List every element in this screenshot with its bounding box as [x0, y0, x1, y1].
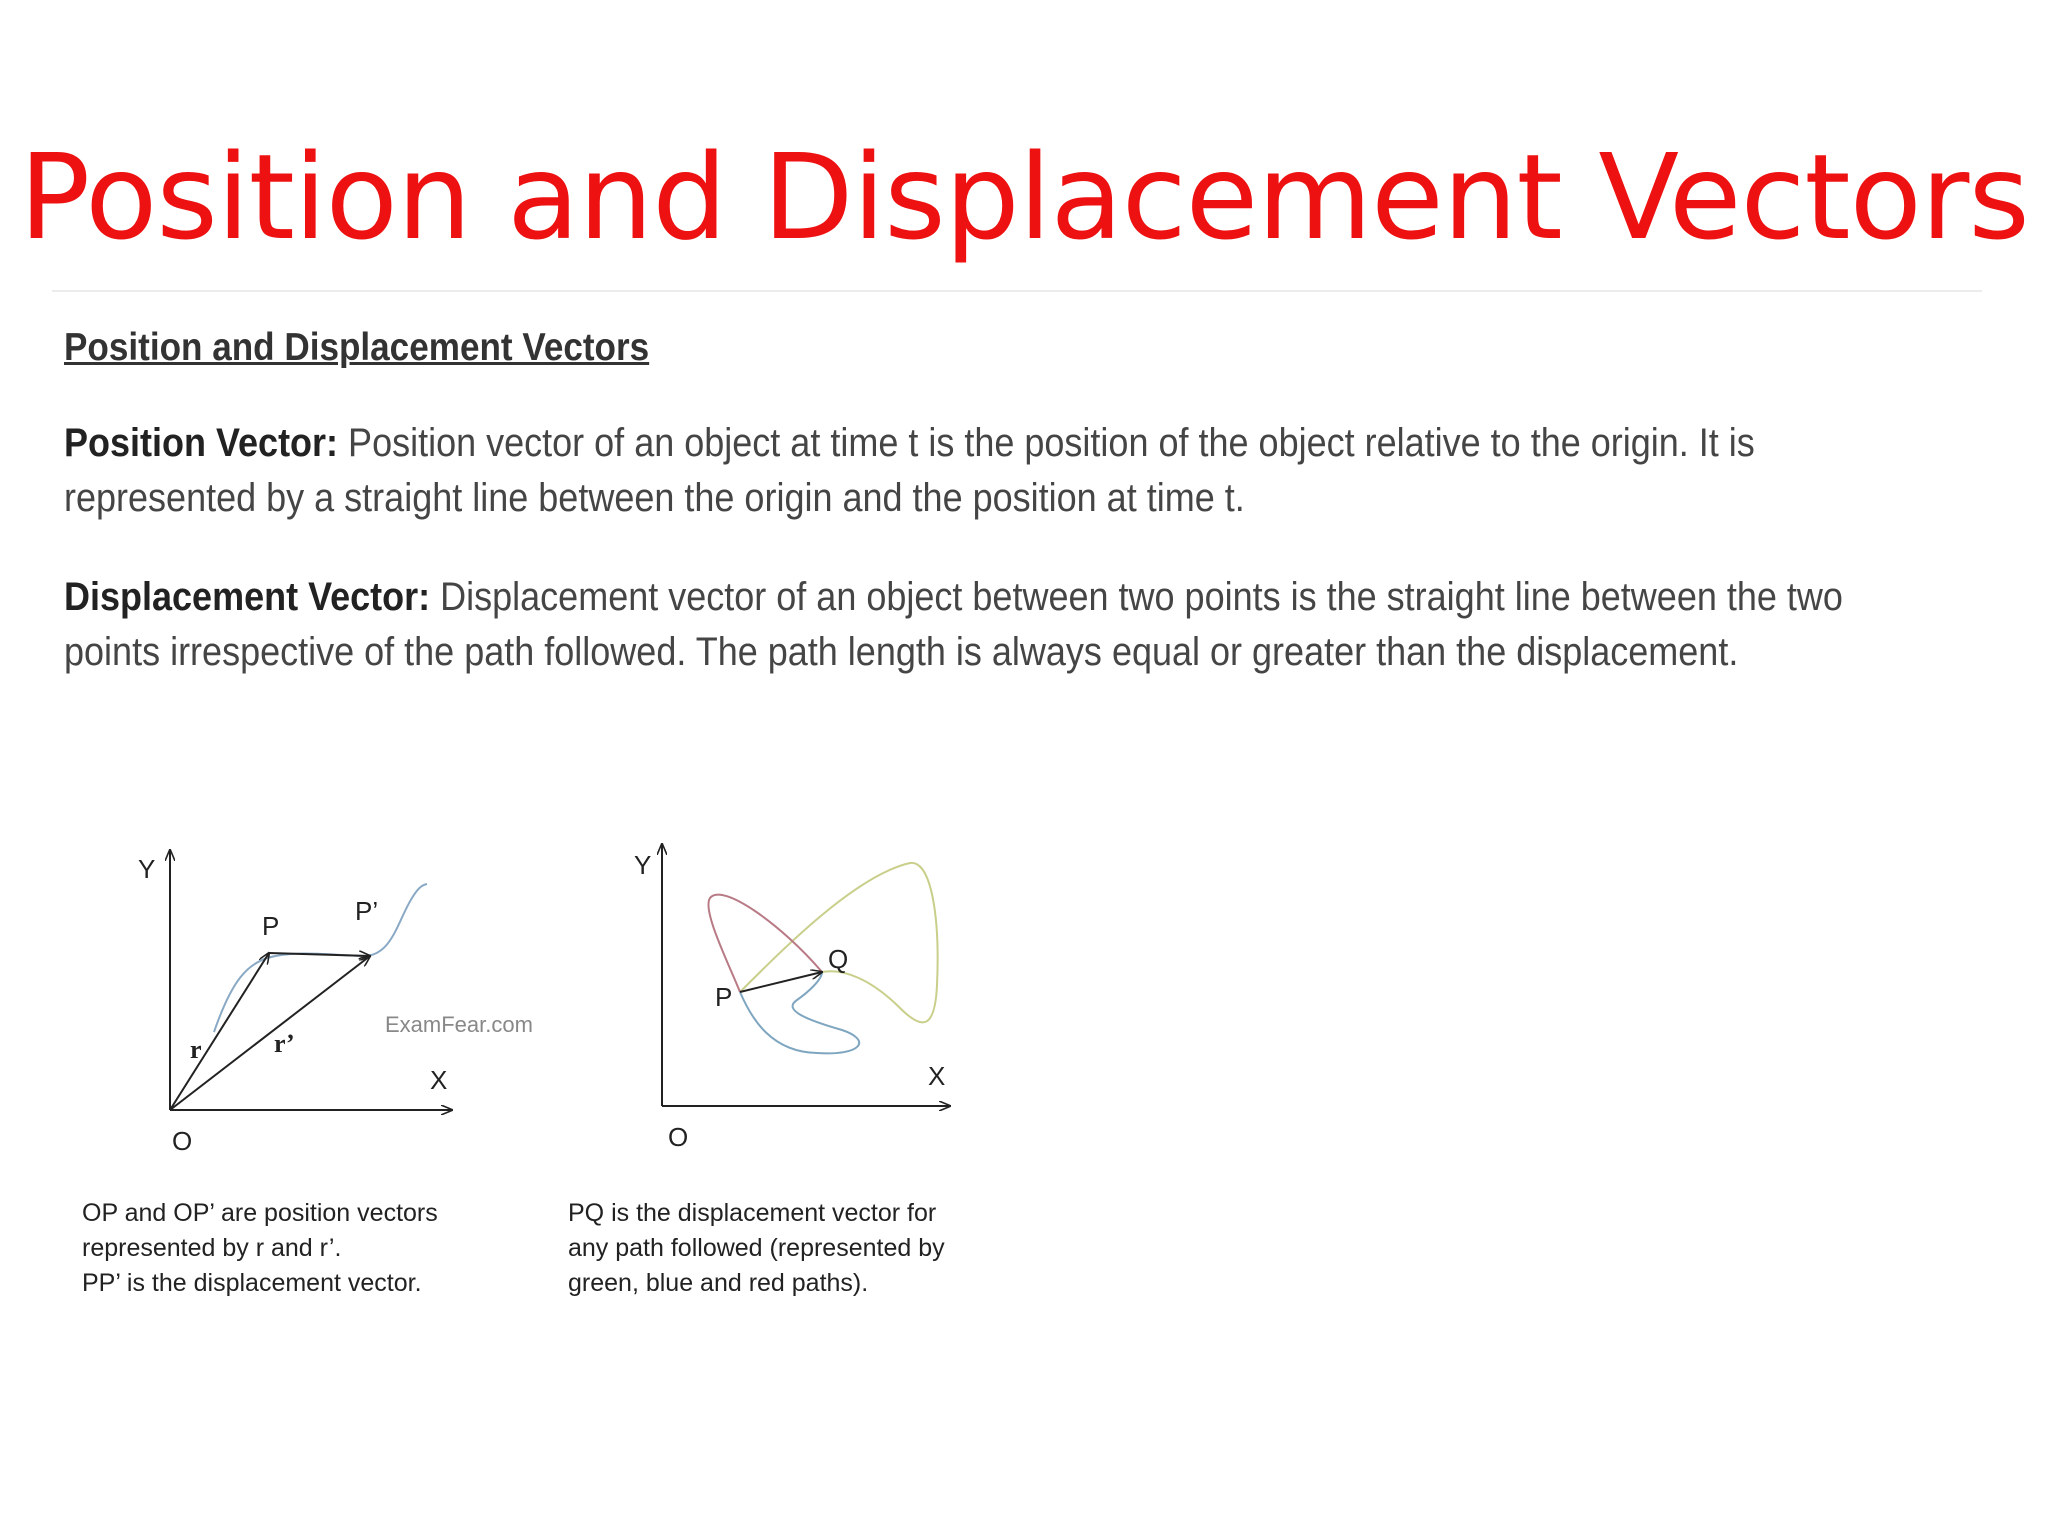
point-p-prime-label: P’ — [355, 896, 379, 926]
object-path — [214, 884, 427, 1032]
y-axis-label: Y — [634, 850, 652, 880]
vector-r-prime — [170, 956, 370, 1110]
point-p-label: P — [262, 911, 280, 941]
watermark: ExamFear.com — [385, 1012, 533, 1037]
position-vector-term: Position Vector: — [64, 421, 339, 465]
x-axis-label: X — [430, 1065, 448, 1095]
top-divider — [52, 290, 1982, 292]
displacement-vector-paragraph — [64, 570, 1900, 680]
slide-title: Position and Displacement Vectors — [19, 128, 2029, 266]
green-path — [740, 863, 938, 1022]
displacement-vector-diagram — [572, 830, 1012, 1150]
section-heading: Position and Displacement Vectors — [64, 326, 650, 369]
blue-path — [740, 972, 859, 1053]
displacement-vector-caption: PQ is the displacement vector for any path followed (represented by green, blue and red paths). — [568, 1199, 945, 1297]
vector-r — [170, 953, 269, 1110]
point-q-label: Q — [828, 944, 849, 974]
position-vector-definition: Position vector of an object at time t is the position of the object relative to the origin. It is represented by a straight line between the origin and the position at time t. — [64, 421, 1755, 520]
displacement-vector-term: Displacement Vector: — [64, 575, 431, 619]
point-p-label: P — [715, 982, 733, 1012]
red-path — [708, 895, 822, 992]
origin-label: O — [172, 1126, 193, 1156]
position-vector-paragraph — [64, 416, 1900, 526]
position-vectors-diagram — [72, 830, 533, 1156]
y-axis-label: Y — [138, 854, 156, 884]
x-axis-label: X — [928, 1061, 946, 1091]
vector-r-label: r — [190, 1035, 202, 1064]
position-vectors-caption: OP and OP’ are position vectors represented by r and r’. PP’ is the displacement vector. — [82, 1199, 438, 1297]
content-image — [52, 290, 1982, 1330]
displacement-vector-definition: Displacement vector of an object between two points is the straight line between the two points irrespective of the path followed. The path length is always equal or greater than the displacement. — [64, 575, 1843, 674]
origin-label: O — [668, 1122, 689, 1152]
vector-r-prime-label: r’ — [274, 1029, 295, 1058]
